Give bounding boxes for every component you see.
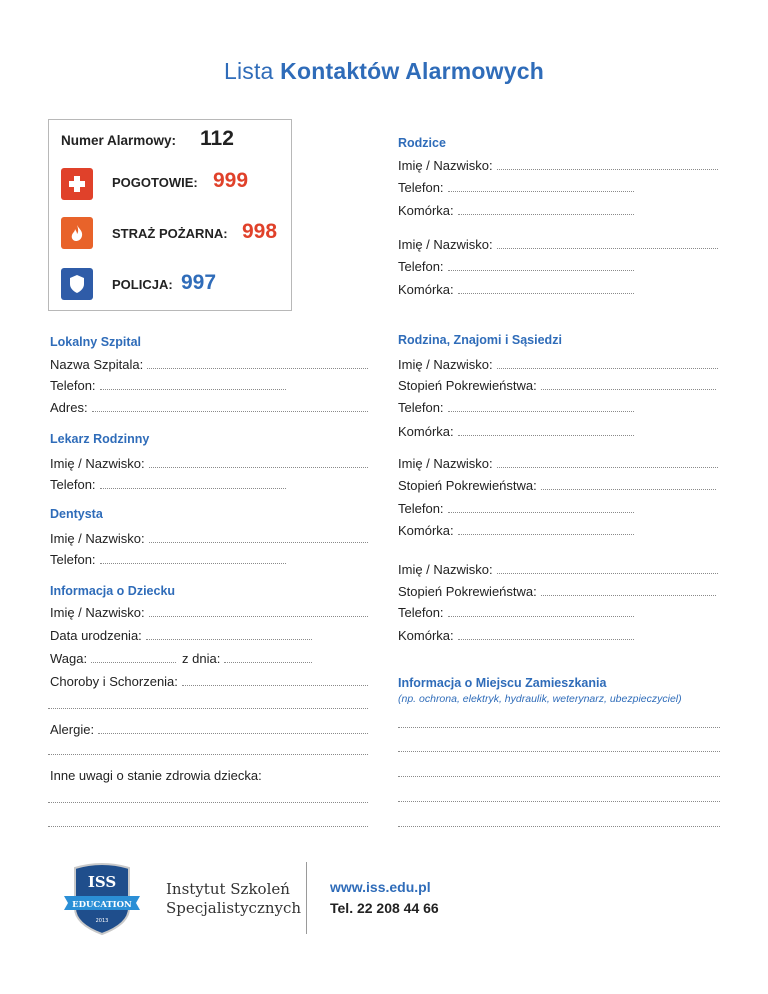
relative2-name-field[interactable] — [398, 455, 718, 471]
family-friends-heading: Rodzina, Znajomi i Sąsiedzi — [398, 333, 562, 347]
field-label: Telefon: — [50, 552, 96, 567]
relative2-relation-field[interactable] — [398, 477, 716, 493]
child-illnesses-field[interactable] — [50, 673, 368, 689]
field-label: Imię / Nazwisko: — [398, 562, 493, 577]
fire-brigade-number: 998 — [242, 220, 278, 243]
badge-year-text: 2013 — [95, 918, 109, 924]
police-number: 997 — [181, 271, 217, 294]
residence-line-2[interactable] — [398, 750, 720, 752]
parent2-mobile-field[interactable] — [398, 281, 634, 297]
child-allergies-field[interactable] — [50, 721, 368, 737]
child-weight-field[interactable] — [50, 650, 176, 666]
child-notes-label — [50, 767, 368, 783]
relative1-relation-field[interactable] — [398, 377, 716, 393]
police-badge-icon — [61, 268, 93, 300]
residence-info-heading: Informacja o Miejscu Zamieszkania — [398, 676, 607, 690]
field-label: Waga: — [50, 651, 88, 666]
field-label: Imię / Nazwisko: — [50, 605, 145, 620]
relative1-mobile-field[interactable] — [398, 423, 634, 439]
institute-name — [166, 880, 301, 918]
badge-top-text: ISS — [87, 873, 117, 891]
notes-line-1[interactable] — [48, 801, 368, 803]
doctor-name-field[interactable] — [50, 455, 368, 471]
hospital-name-field[interactable] — [50, 356, 368, 372]
field-label: Stopień Pokrewieństwa: — [398, 584, 537, 599]
relative1-phone-field[interactable] — [398, 399, 634, 415]
ambulance-number: 999 — [213, 169, 249, 192]
relative3-mobile-field[interactable] — [398, 627, 634, 643]
institute-line-2: Specjalistycznych — [166, 899, 302, 917]
field-label: Imię / Nazwisko: — [398, 158, 493, 173]
field-label: Imię / Nazwisko: — [398, 237, 493, 252]
dentist-phone-field[interactable] — [50, 551, 286, 567]
hospital-heading: Lokalny Szpital — [50, 335, 141, 349]
parents-heading: Rodzice — [398, 136, 446, 150]
doctor-phone-field[interactable] — [50, 476, 286, 492]
parent1-name-field[interactable] — [398, 157, 718, 173]
medical-cross-icon — [61, 168, 93, 200]
footer-divider — [306, 862, 307, 934]
parent1-mobile-field[interactable] — [398, 202, 634, 218]
field-label: Imię / Nazwisko: — [398, 357, 493, 372]
relative1-name-field[interactable] — [398, 356, 718, 372]
iss-education-logo — [52, 862, 152, 936]
field-label: Telefon: — [398, 501, 444, 516]
relative3-relation-field[interactable] — [398, 583, 716, 599]
dentist-heading: Dentysta — [50, 507, 103, 521]
parent2-name-field[interactable] — [398, 236, 718, 252]
residence-line-4[interactable] — [398, 800, 720, 802]
fire-brigade-label: STRAŻ POŻARNA: — [112, 226, 228, 241]
allergies-extra-line[interactable] — [48, 753, 368, 755]
phone-number: Tel. 22 208 44 66 — [330, 900, 439, 916]
hospital-address-field[interactable] — [50, 399, 368, 415]
residence-line-1[interactable] — [398, 726, 720, 728]
family-doctor-heading: Lekarz Rodzinny — [50, 432, 150, 446]
website-link[interactable]: www.iss.edu.pl — [330, 879, 431, 895]
field-label: Komórka: — [398, 523, 454, 538]
field-label: Imię / Nazwisko: — [50, 456, 145, 471]
residence-info-note: (np. ochrona, elektryk, hydraulik, weterynarz, ubezpieczyciel) — [398, 693, 682, 705]
field-label: Telefon: — [398, 605, 444, 620]
field-label: Telefon: — [50, 378, 96, 393]
field-label: Imię / Nazwisko: — [50, 531, 145, 546]
field-label: Data urodzenia: — [50, 628, 142, 643]
field-label: Nazwa Szpitala: — [50, 357, 144, 372]
field-label: Telefon: — [398, 259, 444, 274]
child-info-heading: Informacja o Dziecku — [50, 584, 176, 598]
police-label: POLICJA: — [112, 277, 173, 292]
field-label: Komórka: — [398, 628, 454, 643]
field-label: Komórka: — [398, 282, 454, 297]
child-weight-date-field[interactable] — [182, 650, 312, 666]
relative3-phone-field[interactable] — [398, 604, 634, 620]
field-label: Telefon: — [50, 477, 96, 492]
hospital-phone-field[interactable] — [50, 377, 286, 393]
field-label: Stopień Pokrewieństwa: — [398, 478, 537, 493]
field-label: Imię / Nazwisko: — [398, 456, 493, 471]
title-light: Lista — [223, 58, 274, 84]
institute-line-1: Instytut Szkoleń — [166, 880, 290, 898]
parent2-phone-field[interactable] — [398, 258, 634, 274]
field-label: Inne uwagi o stanie zdrowia dziecka: — [50, 768, 262, 783]
field-label: z dnia: — [182, 651, 221, 666]
field-label: Choroby i Schorzenia: — [50, 674, 178, 689]
emergency-number-value: 112 — [200, 127, 234, 150]
emergency-number-label: Numer Alarmowy: — [61, 133, 177, 148]
residence-line-5[interactable] — [398, 825, 720, 827]
title-bold: Kontaktów Alarmowych — [280, 58, 545, 84]
relative3-name-field[interactable] — [398, 561, 718, 577]
field-label: Adres: — [50, 400, 88, 415]
illnesses-extra-line[interactable] — [48, 707, 368, 709]
residence-line-3[interactable] — [398, 775, 720, 777]
parent1-phone-field[interactable] — [398, 179, 634, 195]
child-birthdate-field[interactable] — [50, 627, 312, 643]
notes-line-2[interactable] — [48, 825, 368, 827]
field-label: Telefon: — [398, 400, 444, 415]
child-name-field[interactable] — [50, 604, 368, 620]
field-label: Komórka: — [398, 203, 454, 218]
ambulance-label: POGOTOWIE: — [112, 175, 198, 190]
relative2-mobile-field[interactable] — [398, 522, 634, 538]
page-title — [0, 58, 768, 85]
field-label: Alergie: — [50, 722, 95, 737]
flame-icon — [61, 217, 93, 249]
relative2-phone-field[interactable] — [398, 500, 634, 516]
field-label: Telefon: — [398, 180, 444, 195]
field-label: Komórka: — [398, 424, 454, 439]
badge-ribbon-text: EDUCATION — [72, 900, 132, 910]
field-label: Stopień Pokrewieństwa: — [398, 378, 537, 393]
dentist-name-field[interactable] — [50, 530, 368, 546]
